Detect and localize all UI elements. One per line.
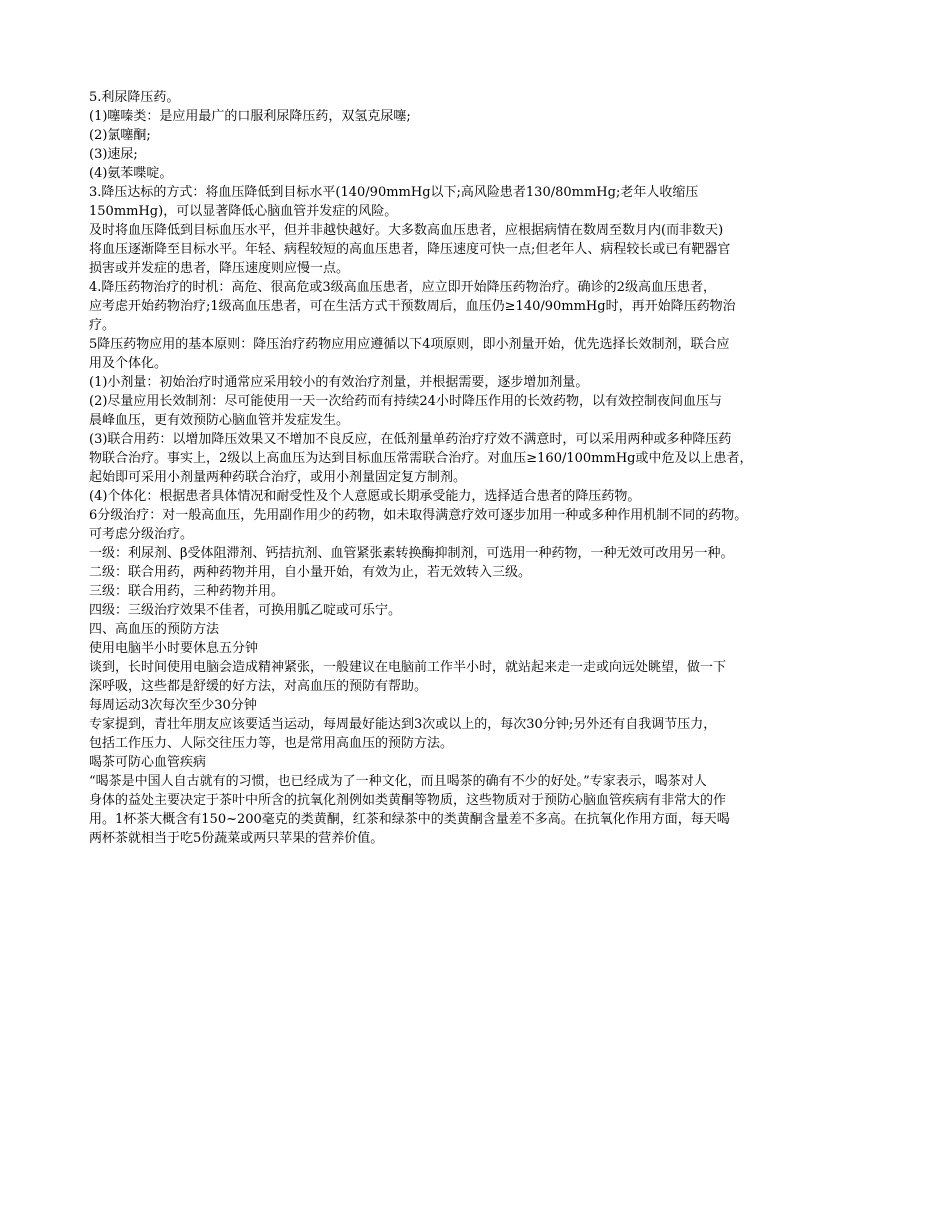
text-line: “喝茶是中国人自古就有的习惯，也已经成为了一种文化，而且喝茶的确有不少的好处。”专家表示，喝茶对人 xyxy=(89,774,707,789)
text-line: 6分级治疗：对一般高血压，先用副作用少的药物，如未取得满意疗效可逐步加用一种或多种作用机制不同的药物。 xyxy=(89,508,748,523)
text-line: (4)氨苯喋啶。 xyxy=(89,166,173,181)
text-line: (4)个体化：根据患者具体情况和耐受性及个人意愿或长期承受能力，选择适合患者的降压药物。 xyxy=(89,489,641,504)
text-line: (1)小剂量：初始治疗时通常应采用较小的有效治疗剂量，并根据需要，逐步增加剂量。 xyxy=(89,375,589,390)
text-line: (1)噻嗪类：是应用最广的口服利尿降压药，双氢克尿噻; xyxy=(89,109,411,124)
text-line: (2)氯噻酮; xyxy=(89,128,151,143)
document-body xyxy=(89,88,889,848)
text-line: (3)速尿; xyxy=(89,147,138,162)
text-line: 损害或并发症的患者，降压速度则应慢一点。 xyxy=(89,261,350,276)
text-line: (2)尽量应用长效制剂：尽可能使用一天一次给药而有持续24小时降压作用的长效药物，以有效控制夜间血压与 xyxy=(89,394,722,409)
text-line: 及时将血压降低到目标血压水平，但并非越快越好。大多数高血压患者，应根据病情在数周至数月内(而非数天) xyxy=(89,223,724,238)
text-line: 一级：利尿剂、β受体阻滞剂、钙拮抗剂、血管紧张素转换酶抑制剂，可选用一种药物，一种无效可改用另一种。 xyxy=(89,546,734,561)
text-line: 三级：联合用药，三种药物并用。 xyxy=(89,584,285,599)
subheading: 每周运动3次每次至少30分钟 xyxy=(89,698,257,713)
text-line: 4.降压药物治疗的时机：高危、很高危或3级高血压患者，应立即开始降压药物治疗。确诊的2级高血压患者， xyxy=(89,280,716,295)
text-line: 晨峰血压，更有效预防心脑血管并发症发生。 xyxy=(89,413,350,428)
subheading: 使用电脑半小时要休息五分钟 xyxy=(89,641,259,656)
text-line: 起始即可采用小剂量两种药联合治疗，或用小剂量固定复方制剂。 xyxy=(89,470,467,485)
text-line: 两杯茶就相当于吃5份蔬菜或两只苹果的营养价值。 xyxy=(89,831,384,846)
text-line: (3)联合用药：以增加降压效果又不增加不良反应，在低剂量单药治疗疗效不满意时，可以采用两种或多种降压药 xyxy=(89,432,732,447)
text-line: 物联合治疗。事实上，2级以上高血压为达到目标血压常需联合治疗。对血压≥160/100mmHg或中危及以上患者， xyxy=(89,451,753,466)
text-line: 应考虑开始药物治疗;1级高血压患者，可在生活方式干预数周后，血压仍≥140/90mmHg时，再开始降压药物治 xyxy=(89,299,736,314)
text-line: 将血压逐渐降至目标水平。年轻、病程较短的高血压患者，降压速度可快一点;但老年人、病程较长或已有靶器官 xyxy=(89,242,731,257)
text-line: 用及个体化。 xyxy=(89,356,168,371)
text-line: 包括工作压力、人际交往压力等，也是常用高血压的预防方法。 xyxy=(89,736,454,751)
text-line: 用。1杯茶大概含有150~200毫克的类黄酮，红茶和绿茶中的类黄酮含量差不多高。在抗氧化作用方面，每天喝 xyxy=(89,812,730,827)
text-line: 150mmHg)，可以显著降低心脑血管并发症的风险。 xyxy=(89,204,398,219)
text-line: 四级：三级治疗效果不佳者，可换用胍乙啶或可乐宁。 xyxy=(89,603,402,618)
text-line: 5降压药物应用的基本原则：降压治疗药物应用应遵循以下4项原则，即小剂量开始，优先选择长效制剂，联合应 xyxy=(89,337,730,352)
section-heading: 四、高血压的预防方法 xyxy=(89,622,220,637)
text-line: 身体的益处主要决定于茶叶中所含的抗氧化剂例如类黄酮等物质，这些物质对于预防心脑血管疾病有非常大的作 xyxy=(89,793,727,808)
text-line: 5.利尿降压药。 xyxy=(89,90,180,105)
text-line: 二级：联合用药，两种药物并用，自小量开始，有效为止，若无效转入三级。 xyxy=(89,565,532,580)
text-line: 谈到，长时间使用电脑会造成精神紧张，一般建议在电脑前工作半小时，就站起来走一走或向远处眺望，做一下 xyxy=(89,660,727,675)
text-line: 专家提到，青壮年朋友应该要适当运动，每周最好能达到3次或以上的，每次30分钟;另外还有自我调节压力， xyxy=(89,717,717,732)
text-line: 可考虑分级治疗。 xyxy=(89,527,194,542)
text-line: 深呼吸，这些都是舒缓的好方法，对高血压的预防有帮助。 xyxy=(89,679,428,694)
text-line: 3.降压达标的方式：将血压降低到目标水平(140/90mmHg以下;高风险患者130/80mmHg;老年人收缩压 xyxy=(89,185,699,200)
text-line: 疗。 xyxy=(89,318,116,333)
subheading: 喝茶可防心血管疾病 xyxy=(89,755,207,770)
